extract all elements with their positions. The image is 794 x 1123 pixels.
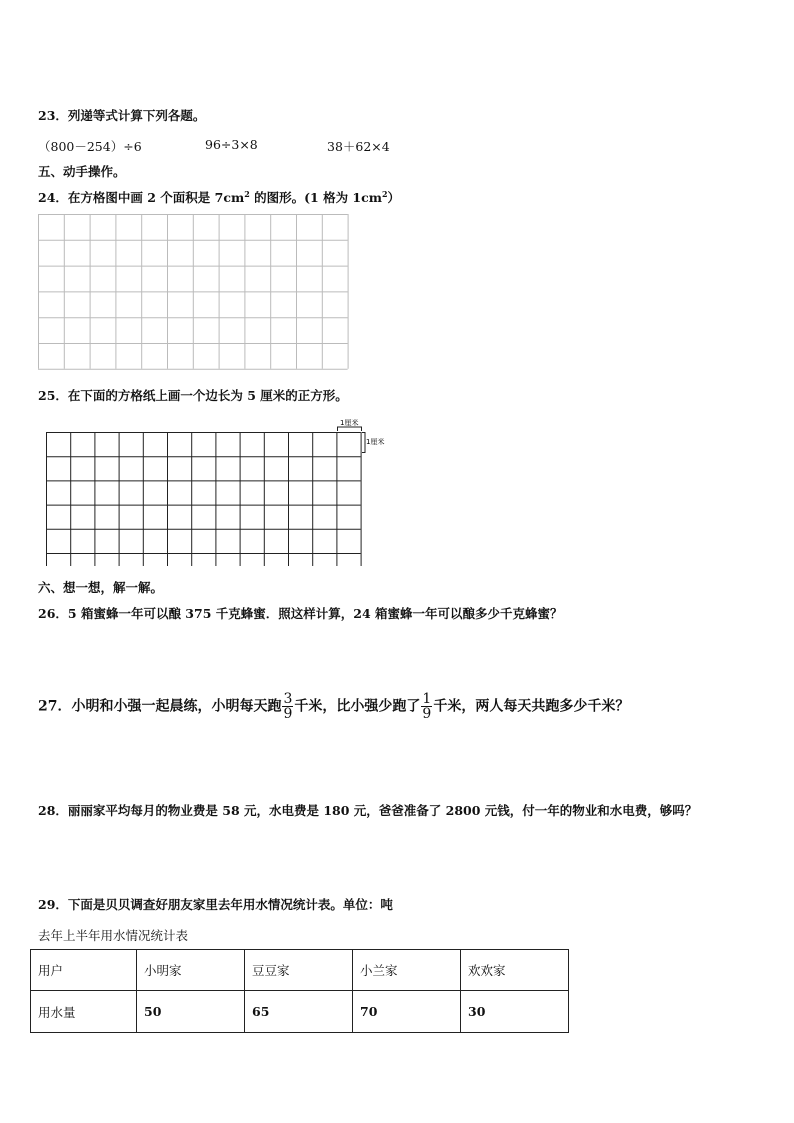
row-label: 用水量 (31, 991, 137, 1033)
frac1-denominator: 9 (283, 706, 293, 722)
grid-q25 (44, 414, 394, 566)
question-28: 28．丽丽家平均每月的物业费是 58 元，水电费是 180 元，爸爸准备了 2800 元钱，付一年的物业和水电费，够吗？ (38, 803, 698, 818)
section-6-heading: 六、想一想，解一解。 (38, 580, 164, 595)
water-usage-table (30, 949, 569, 1033)
q27-part3: 千米，两人每天共跑多少千米？ (433, 698, 630, 715)
fraction-3-9 (282, 692, 293, 721)
value-xiaolan: 70 (353, 991, 461, 1033)
question-25-title: 25．在下面的方格纸上画一个边长为 5 厘米的正方形。 (38, 388, 348, 403)
header-huanhuan: 欢欢家 (461, 950, 569, 991)
header-xiaolan: 小兰家 (353, 950, 461, 991)
q24-sup1: 2 (244, 188, 250, 199)
expression-1: （800－254）÷6 (38, 139, 142, 154)
fraction-1-9 (421, 692, 432, 721)
header-xiaoming: 小明家 (137, 950, 245, 991)
frac2-denominator: 9 (422, 706, 432, 722)
value-doudou: 65 (245, 991, 353, 1033)
question-29-title: 29．下面是贝贝调查好朋友家里去年用水情况统计表。单位：吨 (38, 897, 393, 912)
frac2-numerator: 1 (422, 691, 432, 707)
header-user: 用户 (31, 950, 137, 991)
q24-middle: 的图形。(1 格为 1cm (249, 190, 382, 205)
q27-part1: 27．小明和小强一起晨练，小明每天跑 (38, 698, 282, 715)
question-27 (38, 692, 629, 721)
question-23-title: 23．列递等式计算下列各题。 (38, 108, 206, 123)
grid-q24 (38, 214, 349, 372)
width-bracket (338, 427, 362, 431)
frac1-numerator: 3 (283, 691, 293, 707)
table-row (31, 991, 569, 1033)
table-title: 去年上半年用水情况统计表 (38, 928, 189, 943)
expression-3: 38＋62×4 (327, 139, 390, 154)
q24-suffix: ） (387, 190, 401, 205)
q24-sup2: 2 (381, 188, 388, 199)
q24-prefix: 24．在方格图中画 2 个面积是 7cm (38, 190, 245, 205)
question-26: 26．5 箱蜜蜂一年可以酿 375 千克蜂蜜．照这样计算，24 箱蜜蜂一年可以酿多少千克蜂蜜？ (38, 606, 563, 621)
expression-2: 96÷3×8 (205, 137, 258, 152)
question-24-title (38, 188, 400, 206)
q27-part2: 千米，比小强少跑了 (294, 698, 421, 715)
value-huanhuan: 30 (461, 991, 569, 1033)
height-label: 1厘米 (366, 438, 385, 446)
value-xiaoming: 50 (137, 991, 245, 1033)
height-bracket (362, 433, 365, 453)
header-doudou: 豆豆家 (245, 950, 353, 991)
width-label: 1厘米 (340, 419, 359, 427)
table-header-row (31, 950, 569, 991)
section-5-heading: 五、动手操作。 (38, 164, 126, 179)
